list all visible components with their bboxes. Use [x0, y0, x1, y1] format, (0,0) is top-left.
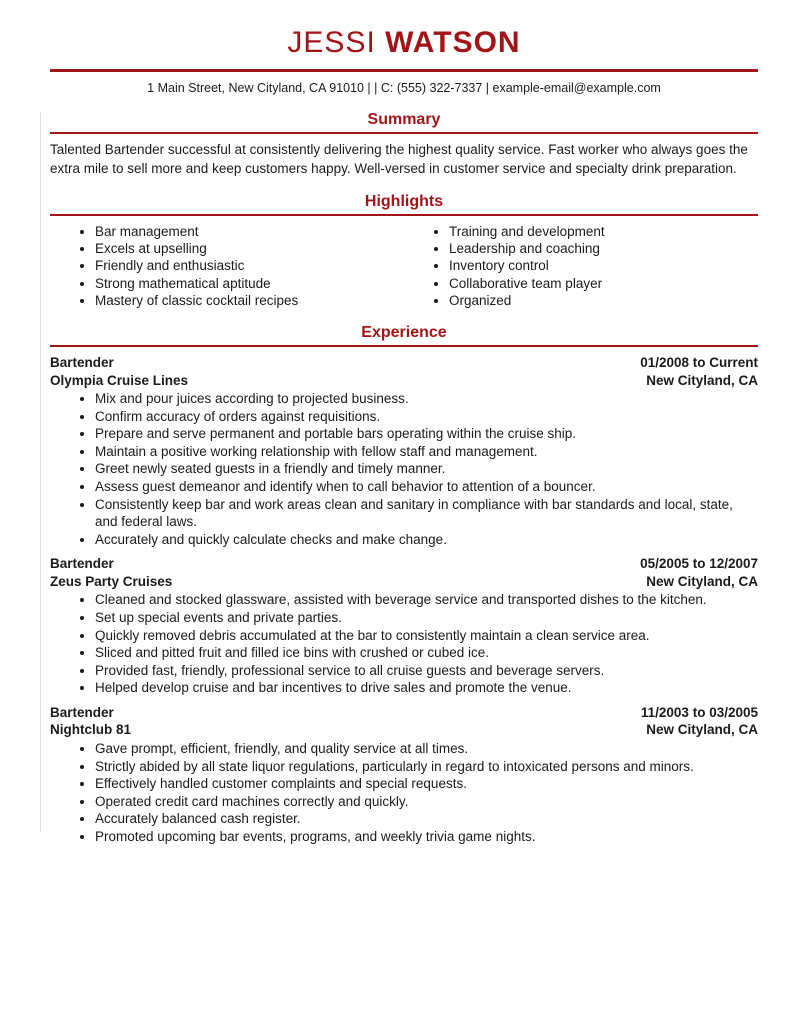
job-bullet: • Effectively handled customer complaints and special requests. — [95, 775, 758, 793]
job-bullet: • Sliced and pitted fruit and filled ice bins with crushed or cubed ice. — [95, 644, 758, 662]
job-header — [50, 555, 758, 590]
highlight-item: • Mastery of classic cocktail recipes — [95, 292, 404, 309]
job-entry — [50, 555, 758, 697]
job-entry — [50, 704, 758, 846]
highlights-column-right — [404, 223, 758, 309]
job-bullet: • Consistently keep bar and work areas clean and sanitary in compliance with bar standards and local, state, and federal laws. — [95, 496, 758, 531]
experience-heading: Experience — [361, 324, 447, 342]
job-bullet: • Assess guest demeanor and identify when to call behavior to attention of a bouncer. — [95, 478, 758, 496]
last-name: WATSON — [385, 26, 521, 59]
resume-header — [50, 26, 758, 96]
experience-section — [50, 323, 758, 845]
job-location: New Cityland, CA — [646, 573, 758, 589]
header-divider — [50, 69, 758, 72]
highlights-divider — [50, 214, 758, 216]
job-bullet: • Prepare and serve permanent and portable bars operating within the cruise ship. — [95, 425, 758, 443]
experience-divider — [50, 345, 758, 347]
highlight-item: • Organized — [449, 292, 758, 309]
highlights-section — [50, 192, 758, 309]
highlight-item: • Bar management — [95, 223, 404, 240]
highlight-item: • Excels at upselling — [95, 240, 404, 257]
job-entry — [50, 354, 758, 548]
highlight-item: • Strong mathematical aptitude — [95, 275, 404, 292]
contact-line: 1 Main Street, New Cityland, CA 91010 | | C: (555) 322-7337 | example-email@example.com — [147, 81, 661, 95]
job-bullet: • Greet newly seated guests in a friendly and timely manner. — [95, 460, 758, 478]
job-bullet: • Gave prompt, efficient, friendly, and quality service at all times. — [95, 740, 758, 758]
job-dates: 01/2008 to Current — [640, 355, 758, 371]
summary-section — [50, 110, 758, 178]
first-name: JESSI — [287, 26, 376, 59]
job-company: Nightclub 81 — [50, 722, 132, 738]
highlight-item: • Inventory control — [449, 257, 758, 274]
job-location: New Cityland, CA — [646, 372, 758, 388]
job-bullet: • Cleaned and stocked glassware, assisted with beverage service and transported dishes to the kitchen. — [95, 591, 758, 609]
highlights-heading: Highlights — [364, 193, 444, 210]
job-bullet-list — [50, 740, 758, 846]
job-bullet: • Maintain a positive working relationship with fellow staff and management. — [95, 443, 758, 461]
job-list — [50, 354, 758, 845]
job-header-left — [50, 704, 131, 739]
job-bullet: • Quickly removed debris accumulated at the bar to consistently maintain a clean service area. — [95, 627, 758, 645]
job-title: Bartender — [50, 704, 114, 720]
summary-text: Talented Bartender successful at consistently delivering the highest quality service. Fast worker who always goes the extra mile to sell more and keep customers happy. Well-versed in customer service and specialty drink preparation. — [50, 142, 748, 176]
job-header-right — [640, 555, 758, 590]
job-header-right — [640, 354, 758, 389]
page-title — [50, 26, 758, 60]
job-company: Zeus Party Cruises — [50, 573, 173, 589]
highlights-column-left — [50, 223, 404, 309]
job-bullet: • Mix and pour juices according to projected business. — [95, 390, 758, 408]
job-bullet: • Accurately balanced cash register. — [95, 810, 758, 828]
highlight-item: • Collaborative team player — [449, 275, 758, 292]
job-bullet-list — [50, 591, 758, 697]
summary-divider — [50, 132, 758, 134]
highlight-item: • Training and development — [449, 223, 758, 240]
job-company: Olympia Cruise Lines — [50, 372, 189, 388]
job-bullet: • Strictly abided by all state liquor regulations, particularly in regard to intoxicated persons and minors. — [95, 758, 758, 776]
job-bullet-list — [50, 390, 758, 548]
job-bullet: • Promoted upcoming bar events, programs, and weekly trivia game nights. — [95, 828, 758, 846]
job-header-right — [641, 704, 758, 739]
highlights-columns — [50, 223, 758, 309]
job-header-left — [50, 354, 188, 389]
job-bullet: • Operated credit card machines correctly and quickly. — [95, 793, 758, 811]
job-header — [50, 704, 758, 739]
job-location: New Cityland, CA — [646, 722, 758, 738]
job-bullet: • Provided fast, friendly, professional service to all cruise guests and beverage servers. — [95, 662, 758, 680]
job-bullet: • Confirm accuracy of orders against requisitions. — [95, 408, 758, 426]
job-dates: 05/2005 to 12/2007 — [640, 556, 758, 572]
highlight-item: • Friendly and enthusiastic — [95, 257, 404, 274]
left-margin-line — [40, 112, 41, 832]
job-dates: 11/2003 to 03/2005 — [640, 704, 758, 720]
job-title: Bartender — [50, 556, 114, 572]
job-header-left — [50, 555, 172, 590]
highlight-item: • Leadership and coaching — [449, 240, 758, 257]
job-header — [50, 354, 758, 389]
job-bullet: • Helped develop cruise and bar incentives to drive sales and promote the venue. — [95, 679, 758, 697]
job-bullet: • Accurately and quickly calculate checks and make change. — [95, 531, 758, 549]
job-bullet: • Set up special events and private parties. — [95, 609, 758, 627]
job-title: Bartender — [50, 355, 114, 371]
summary-heading: Summary — [367, 111, 441, 128]
